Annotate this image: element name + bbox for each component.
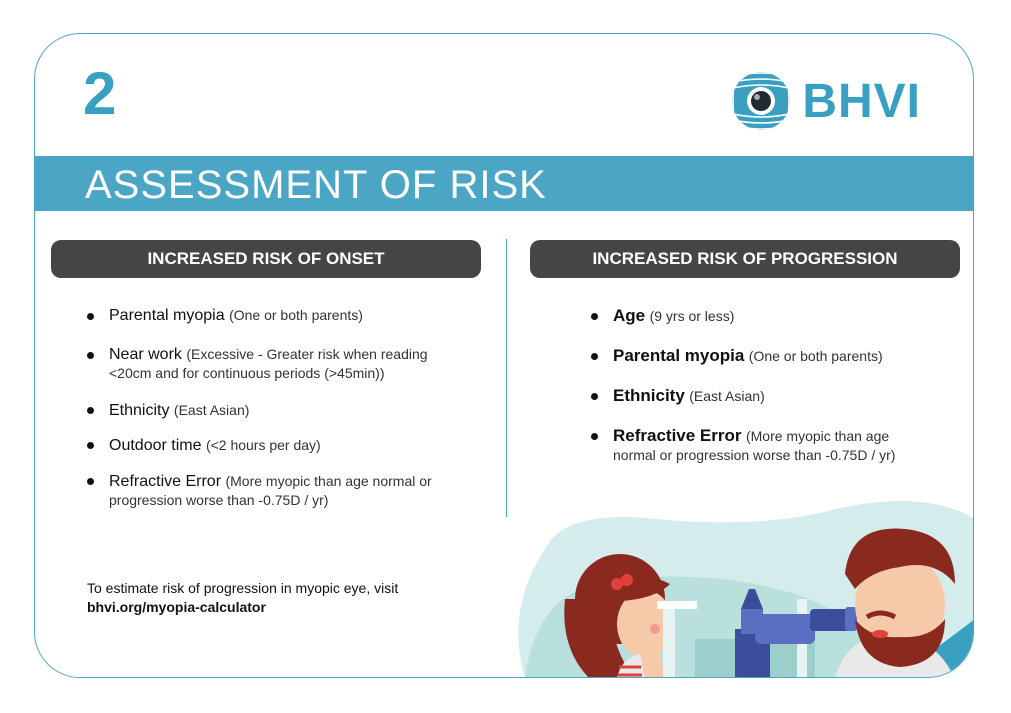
progression-list <box>591 306 921 485</box>
item-detail: (<2 hours per day) <box>205 437 321 453</box>
item-detail: (East Asian) <box>689 388 765 404</box>
footer-text: To estimate risk of progression in myopic eye, visit <box>87 580 399 596</box>
item-term: Near work <box>109 346 182 363</box>
list-item <box>87 472 457 510</box>
card-number: 2 <box>83 60 117 127</box>
list-item <box>87 306 457 325</box>
page-title: ASSESSMENT OF RISK <box>85 163 547 207</box>
logo-text: BHVI <box>802 74 921 128</box>
item-detail: (More myopic than age normal or progression worse than -0.75D / yr) <box>613 428 896 463</box>
item-detail: (One or both parents) <box>229 307 363 323</box>
eye-exam-illustration <box>505 489 974 678</box>
bhvi-logo <box>730 70 921 132</box>
item-term: Refractive Error <box>613 426 742 445</box>
item-term: Ethnicity <box>109 402 170 419</box>
item-detail: (East Asian) <box>173 402 250 418</box>
item-term: Ethnicity <box>613 386 685 405</box>
item-detail: (More myopic than age normal or progression worse than -0.75D / yr) <box>109 473 432 508</box>
list-item <box>591 426 921 465</box>
title-banner <box>35 156 973 211</box>
item-term: Age <box>613 306 646 325</box>
list-item <box>591 346 921 366</box>
calculator-link[interactable]: bhvi.org/myopia-calculator <box>87 599 266 615</box>
list-item <box>87 436 457 455</box>
list-item <box>87 345 457 383</box>
column-divider <box>506 239 507 517</box>
list-item <box>591 386 921 406</box>
list-item <box>591 306 921 326</box>
item-detail: (Excessive - Greater risk when reading <20cm and for continuous periods (>45min)) <box>109 346 428 381</box>
onset-heading: INCREASED RISK OF ONSET <box>51 240 481 278</box>
onset-list <box>87 306 457 510</box>
item-term: Outdoor time <box>109 437 202 454</box>
item-detail: (9 yrs or less) <box>649 308 735 324</box>
calculator-note <box>87 579 398 617</box>
risk-card <box>34 33 974 678</box>
progression-heading: INCREASED RISK OF PROGRESSION <box>530 240 960 278</box>
item-detail: (One or both parents) <box>748 348 883 364</box>
item-term: Refractive Error <box>109 473 222 490</box>
eye-weave-icon <box>730 70 792 132</box>
item-term: Parental myopia <box>109 307 225 324</box>
list-item <box>87 401 457 420</box>
item-term: Parental myopia <box>613 346 745 365</box>
